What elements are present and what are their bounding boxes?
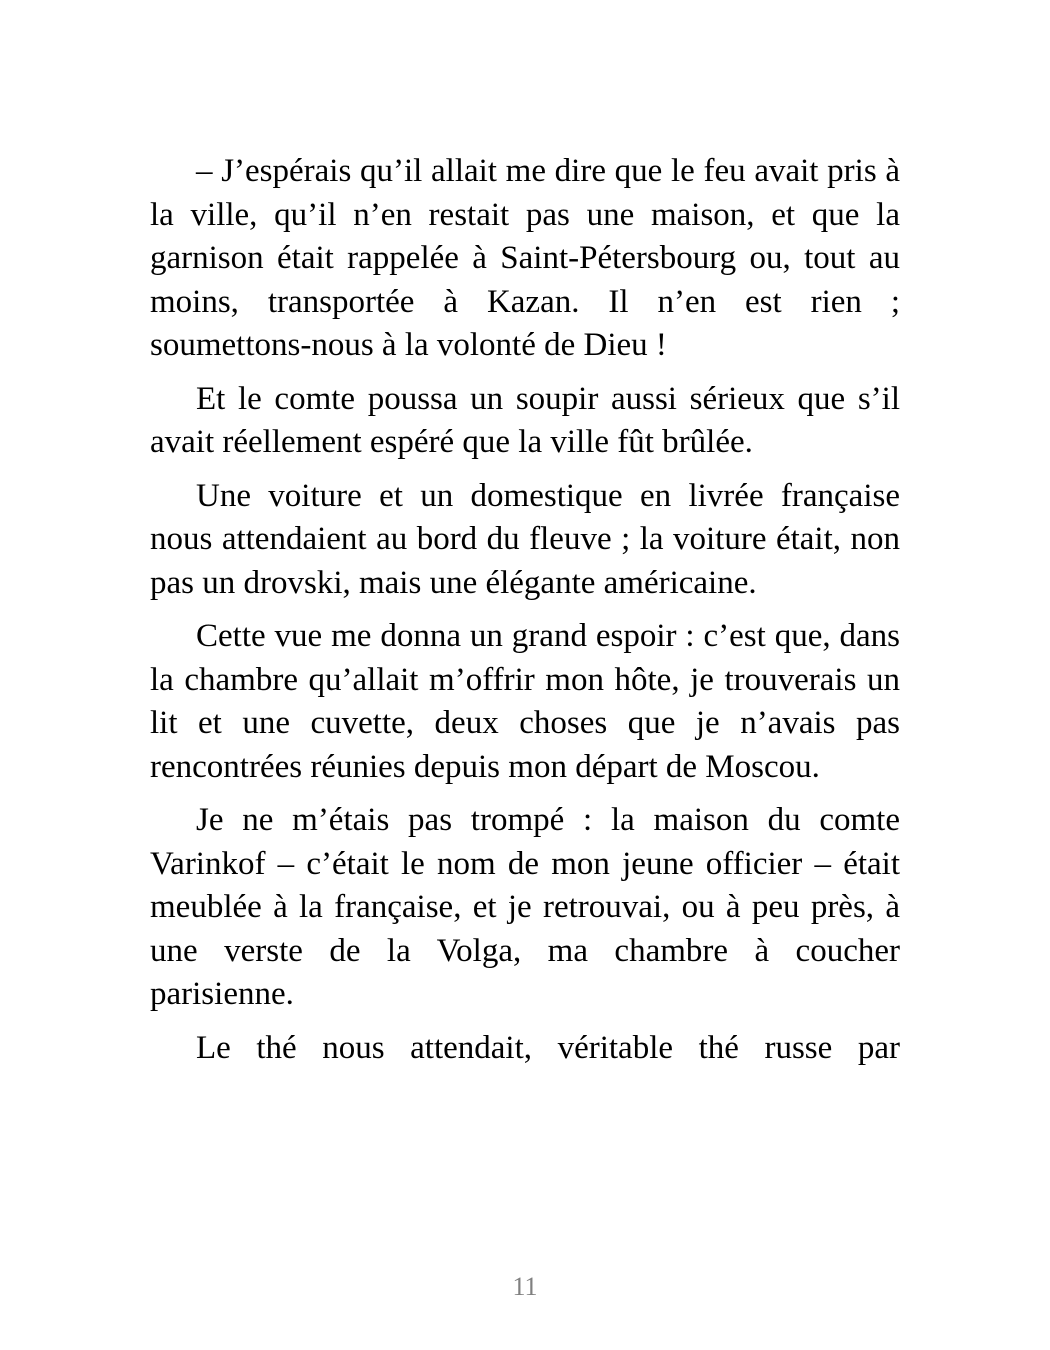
paragraph-5: Je ne m’étais pas trompé : la maison du comte Varinkof – c’était le nom de mon jeune officier – était meublée à la française, et je retrouvai, ou à peu près, à une verste de la Volga, ma chambre à coucher parisienne. <box>150 802 900 1012</box>
page-number: 11 <box>512 1272 538 1301</box>
paragraph-6: Le thé nous attendait, véritable thé russe par <box>196 1029 900 1066</box>
paragraph-4: Cette vue me donna un grand espoir : c’est que, dans la chambre qu’allait m’offrir mon hôte, je trouverais un lit et une cuvette, deux choses que je n’avais pas rencontrées réunies depuis mon départ de Moscou. <box>150 618 900 785</box>
paragraph-1: – J’espérais qu’il allait me dire que le feu avait pris à la ville, qu’il n’en restait pas une maison, et que la garnison était rappelée à Saint-Pétersbourg ou, tout au moins, transportée à Kazan. Il n’en est rien ; soumettons-nous à la volonté de Dieu ! <box>150 153 900 363</box>
paragraph-3: Une voiture et un domestique en livrée française nous attendaient au bord du fleuve ; la voiture était, non pas un drovski, mais une élégante américaine. <box>150 477 900 601</box>
paragraph-2: Et le comte poussa un soupir aussi sérieux que s’il avait réellement espéré que la ville fût brûlée. <box>150 380 900 460</box>
body-text <box>150 150 900 1080</box>
